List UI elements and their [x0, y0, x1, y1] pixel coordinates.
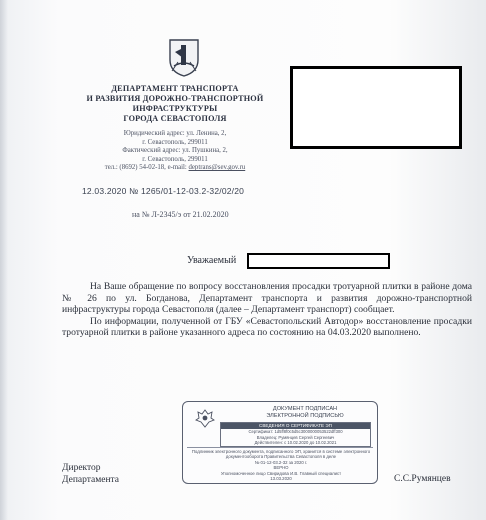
stamp-footer-line-1: Подлинник электронного документа, подписанного ЭП, хранится в системе электронного — [191, 449, 371, 454]
state-emblem-icon — [195, 407, 215, 429]
signatory-position-line-1: Директор — [62, 463, 101, 473]
stamp-footer-line-5: Уполномоченное лицо Свиридова И.В. Главный специалист — [220, 470, 342, 476]
department-line-4: ГОРОДА СЕВАСТОПОЛЯ — [123, 114, 227, 123]
stamp-footer-line-4: ВЕРНО — [273, 465, 289, 471]
email-link[interactable]: deptrans@sev.gov.ru — [188, 164, 246, 172]
certificate-serial: Сертификат: 1d5ff8f0c5d5c3000000053522dff300 — [248, 429, 343, 434]
signatory-position-line-2: Департамента — [62, 475, 120, 485]
redacted-recipient-name — [247, 253, 390, 269]
legal-address-line-2: г. Севастополь, 299011 — [142, 138, 208, 146]
body-paragraph-1: На Ваше обращение по вопросу восстановления просадки тротуарной плитки в районе дома № 26 по ул. Богданова, Департамент транспорта и развития дорожно-транспортной инфраструктуры города Севастополя (далее – Департамент транспорт) сообщает. — [62, 281, 472, 316]
certificate-validity: Действителен: с 10.02.2020 до 10.02.2021 — [254, 440, 337, 445]
outgoing-number: 12.03.2020 № 1265/01-12-03.2-32/02/20 — [82, 186, 245, 196]
stamp-footer-line-6: 13.03.2020 — [270, 476, 292, 482]
stamp-header — [235, 406, 375, 420]
department-address — [60, 130, 290, 173]
salutation: Уважаемый — [187, 255, 237, 266]
legal-address-line-1: Юридический адрес: ул. Ленина, 2, — [123, 130, 227, 137]
reference-number: на № Л-2345/э от 21.02.2020 — [132, 210, 229, 219]
stamp-divider — [187, 447, 373, 448]
phone-text: тел.: (8692) 54-02-18, e-mail: — [104, 164, 189, 172]
stamp-footer-line-2: документооборота Правительства Севастополя в деле — [225, 454, 337, 460]
stamp-header-line-2: ЭЛЕКТРОННОЙ ПОДПИСЬЮ — [266, 413, 344, 419]
signatory-position — [62, 462, 119, 486]
certificate-box — [220, 422, 371, 447]
stamp-footer — [191, 449, 371, 481]
sevastopol-coat-of-arms-icon — [166, 36, 202, 78]
stamp-header-line-1: ДОКУМЕНТ ПОДПИСАН — [272, 406, 338, 412]
certificate-owner: Владелец: Румянцев Сергей Сергеевич — [256, 434, 335, 440]
actual-address-line-2: г. Севастополь, 299011 — [142, 155, 208, 163]
scan-edge-shadow — [0, 0, 8, 520]
department-name — [60, 84, 290, 124]
body-paragraph-2: По информации, полученной от ГБУ «Севастопольский Автодор» восстановление просадки тротуарной плитки в районе указанного адреса по состоянию на 04.03.2020 выполнено. — [62, 315, 472, 339]
electronic-signature-stamp — [182, 401, 378, 484]
department-line-3: ИНФРАСТРУКТУРЫ — [132, 104, 218, 113]
contacts-line — [60, 164, 290, 173]
certificate-title: СВЕДЕНИЯ О СЕРТИФИКАТЕ ЭП — [221, 423, 370, 429]
department-line-1: ДЕПАРТАМЕНТ ТРАНСПОРТА — [111, 84, 239, 93]
stamp-footer-line-3: № 01-12-03.2-32 за 2020 г. — [254, 459, 308, 465]
department-line-2: И РАЗВИТИЯ ДОРОЖНО-ТРАНСПОРТНОЙ — [86, 94, 264, 103]
redacted-recipient-block — [290, 66, 462, 149]
signatory-name: С.С.Румянцев — [394, 474, 451, 484]
actual-address-line-1: Фактический адрес: ул. Пушкина, 2, — [122, 147, 228, 155]
letter-body — [62, 281, 472, 339]
